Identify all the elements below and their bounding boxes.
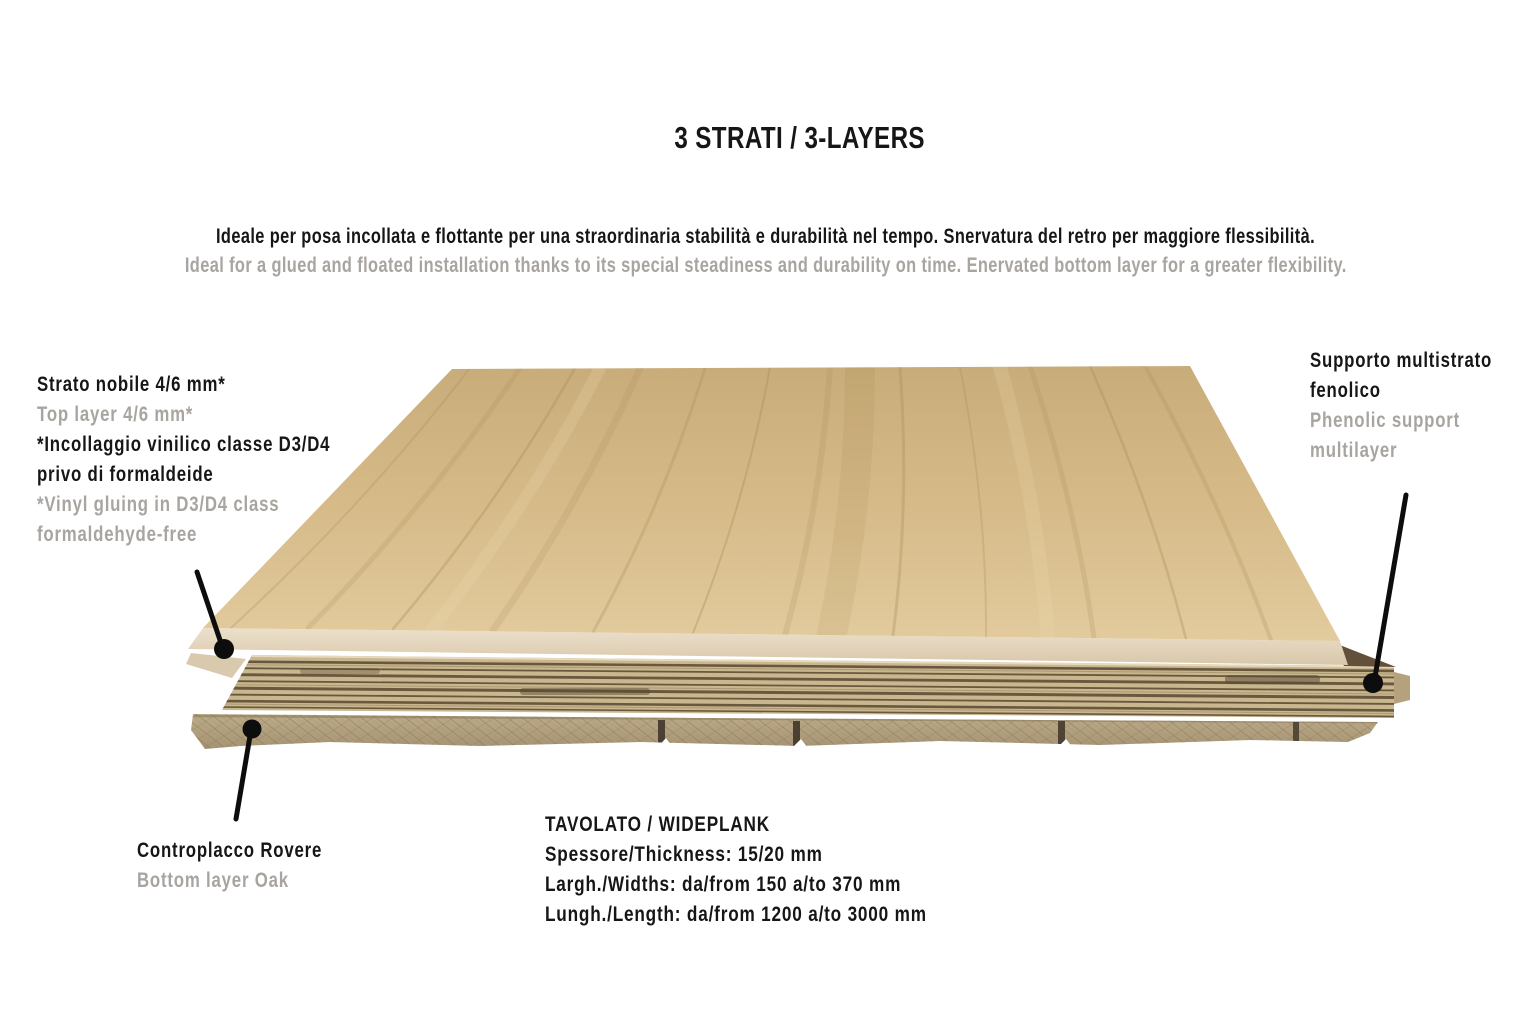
- gluing-note-en-2: formaldehyde-free: [37, 523, 198, 546]
- support-label-en-1: Phenolic support: [1310, 409, 1461, 432]
- specs-heading: TAVOLATO / WIDEPLANK: [545, 812, 770, 836]
- callout-bottom-layer: [137, 836, 368, 896]
- core-tongue: [1394, 672, 1410, 704]
- gluing-note-en-1: *Vinyl gluing in D3/D4 class: [37, 493, 280, 516]
- callout-dot-bottom-layer: [243, 720, 262, 739]
- callout-dot-support: [1363, 673, 1383, 693]
- intro-paragraph: [0, 222, 1531, 280]
- specs-block: [545, 809, 1022, 929]
- callout-line-support: [1375, 495, 1406, 677]
- spec-widths: Largh./Widths: da/from 150 a/to 370 mm: [545, 872, 902, 896]
- top-layer-label-it: Strato nobile 4/6 mm*: [37, 373, 226, 396]
- support-label-it-1: Supporto multistrato: [1310, 349, 1493, 372]
- gluing-note-it-2: privo di formaldeide: [37, 463, 214, 486]
- callout-top-layer: [37, 370, 404, 550]
- callout-dot-top-layer: [214, 639, 234, 659]
- page-title-text: 3 STRATI / 3-LAYERS: [674, 120, 925, 155]
- intro-line-english: Ideal for a glued and floated installation thanks to its special steadiness and durability on time. Enervated bottom layer for a greater flexibility.: [184, 254, 1347, 277]
- page-title: [68, 120, 1531, 156]
- support-label-it-2: fenolico: [1310, 379, 1381, 402]
- callout-line-bottom-layer: [236, 736, 250, 819]
- bottom-layer-label-it: Controplacco Rovere: [137, 839, 323, 862]
- left-groove-lip: [186, 653, 246, 678]
- top-layer-label-en: Top layer 4/6 mm*: [37, 403, 194, 426]
- intro-line-italian: Ideale per posa incollata e flottante per una straordinaria stabilità e durabilità nel tempo. Snervatura del retro per maggiore flessibilità.: [215, 225, 1316, 248]
- bottom-layer-label-en: Bottom layer Oak: [137, 869, 289, 892]
- plank-core-layers: [215, 655, 1410, 718]
- callout-support: [1310, 346, 1531, 466]
- spec-lengths: Lungh./Length: da/from 1200 a/to 3000 mm: [545, 902, 927, 926]
- spec-thickness: Spessore/Thickness: 15/20 mm: [545, 842, 823, 866]
- support-label-en-2: multilayer: [1310, 439, 1398, 462]
- gluing-note-it-1: *Incollaggio vinilico classe D3/D4: [37, 433, 331, 456]
